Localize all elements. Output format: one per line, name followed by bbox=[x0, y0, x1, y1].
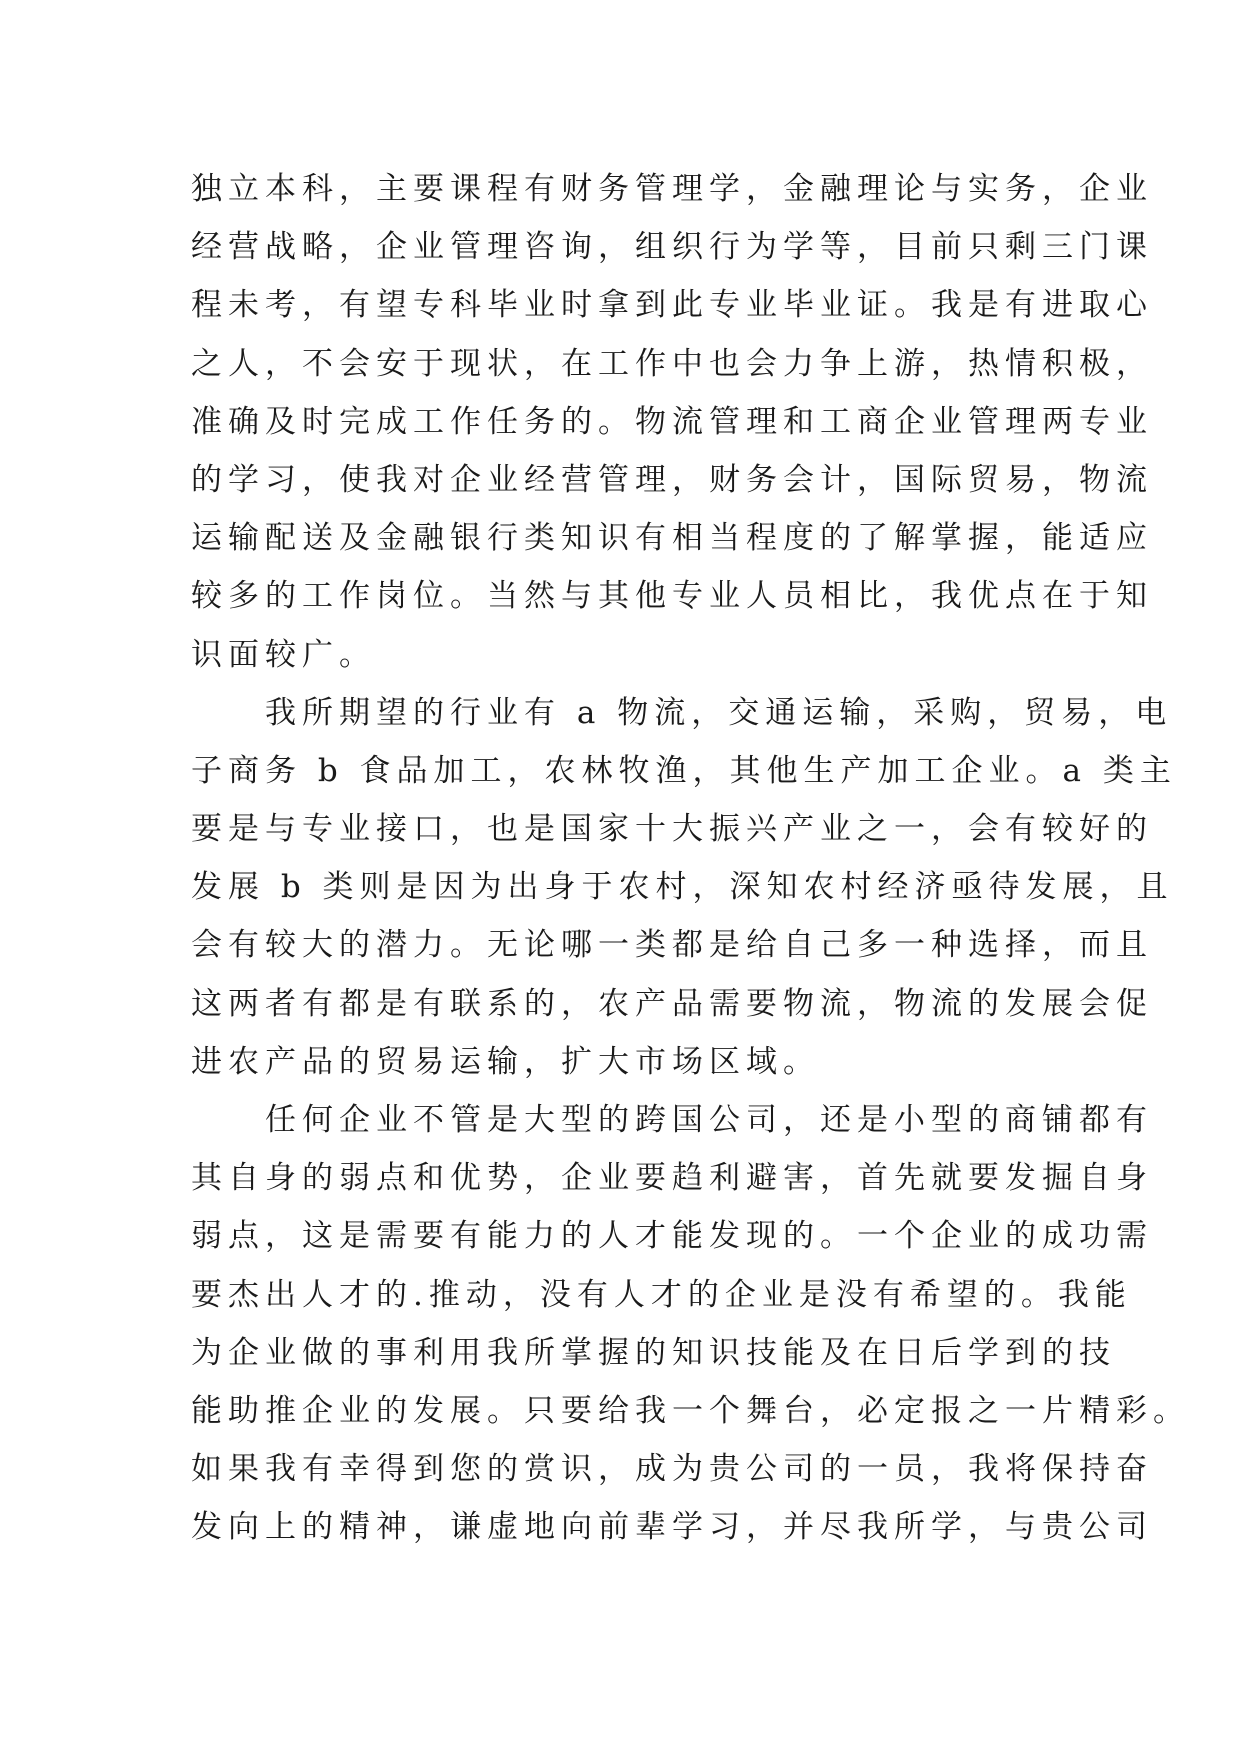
text-line: 能助推企业的发展。只要给我一个舞台，必定报之一片精彩。 bbox=[191, 1392, 1190, 1429]
text-line: 运输配送及金融银行类知识有相当程度的了解掌握，能适应 bbox=[191, 520, 1153, 557]
body-text bbox=[191, 160, 1190, 1557]
paragraph-industry bbox=[191, 684, 1177, 1091]
text-line: 独立本科，主要课程有财务管理学，金融理论与实务，企业 bbox=[191, 171, 1153, 207]
text-line: 发展 b 类则是因为出身于农村，深知农村经济亟待发展，且 bbox=[191, 869, 1174, 906]
text-line: 要是与专业接口，也是国家十大振兴产业之一，会有较好的 bbox=[191, 811, 1153, 848]
text-line: 较多的工作岗位。当然与其他专业人员相比，我优点在于知 bbox=[191, 578, 1153, 615]
text-line: 会有较大的潜力。无论哪一类都是给自己多一种选择，而且 bbox=[191, 927, 1153, 964]
paragraph-education bbox=[191, 160, 1153, 684]
text-line: 如果我有幸得到您的赏识，成为贵公司的一员，我将保持奋 bbox=[191, 1451, 1153, 1488]
paragraph-contribution bbox=[191, 1091, 1190, 1557]
text-line: 其自身的弱点和优势，企业要趋利避害，首先就要发掘自身 bbox=[191, 1160, 1153, 1197]
text-line: 这两者有都是有联系的，农产品需要物流，物流的发展会促 bbox=[191, 985, 1153, 1022]
text-line: 我所期望的行业有 a 物流，交通运输，采购，贸易，电 bbox=[265, 694, 1173, 731]
text-line: 的学习，使我对企业经营管理，财务会计，国际贸易，物流 bbox=[191, 461, 1153, 498]
text-line: 之人，不会安于现状，在工作中也会力争上游，热情积极， bbox=[191, 345, 1153, 382]
text-line: 进农产品的贸易运输，扩大市场区域。 bbox=[191, 1043, 820, 1080]
text-line: 子商务 b 食品加工，农林牧渔，其他生产加工企业。a 类主 bbox=[191, 752, 1177, 789]
text-line: 准确及时完成工作任务的。物流管理和工商企业管理两专业 bbox=[191, 403, 1153, 440]
text-line: 发向上的精神，谦虚地向前辈学习，并尽我所学，与贵公司 bbox=[191, 1509, 1153, 1546]
text-line: 经营战略，企业管理咨询，组织行为学等，目前只剩三门课 bbox=[191, 229, 1153, 266]
text-line: 识面较广。 bbox=[191, 636, 376, 673]
text-line: 要杰出人才的.推动，没有人才的企业是没有希望的。我能 bbox=[191, 1276, 1132, 1313]
text-line: 为企业做的事利用我所掌握的知识技能及在日后学到的技 bbox=[191, 1334, 1116, 1371]
text-line: 任何企业不管是大型的跨国公司，还是小型的商铺都有 bbox=[265, 1102, 1153, 1138]
text-line: 弱点，这是需要有能力的人才能发现的。一个企业的成功需 bbox=[191, 1218, 1153, 1255]
text-line: 程未考，有望专科毕业时拿到此专业毕业证。我是有进取心 bbox=[191, 287, 1153, 324]
